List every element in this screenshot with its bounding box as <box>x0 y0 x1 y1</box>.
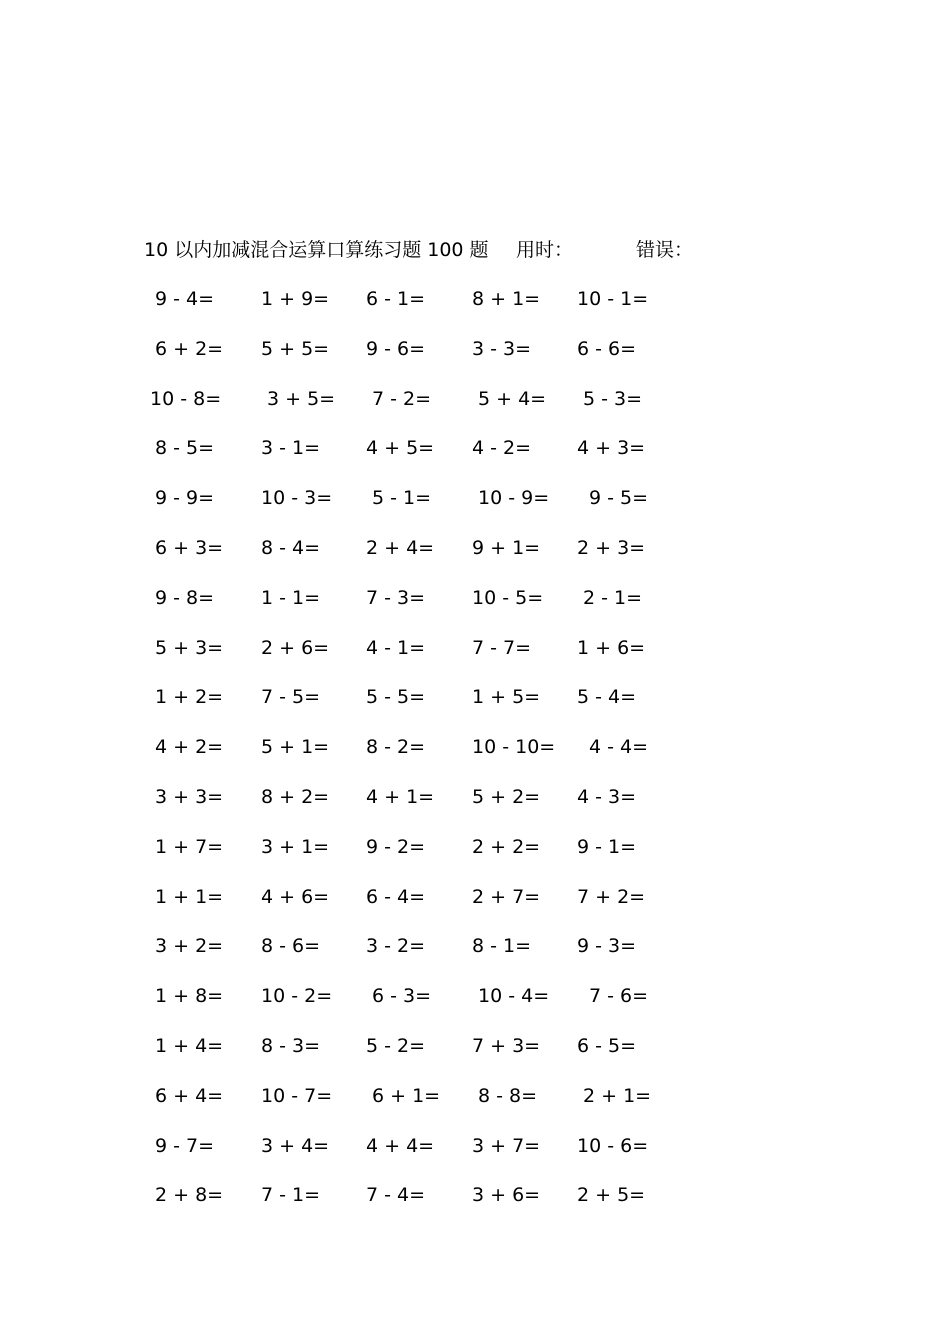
problem-item: 5 + 1= <box>261 736 330 759</box>
problem-item: 10 - 6= <box>577 1134 649 1157</box>
problem-item: 6 + 4= <box>155 1084 224 1107</box>
problem-item: 1 - 1= <box>261 586 321 609</box>
problem-row <box>0 484 950 512</box>
problem-item: 5 + 3= <box>155 636 224 659</box>
problem-item: 1 + 5= <box>472 686 541 709</box>
problem-row <box>0 733 950 761</box>
problem-row <box>0 783 950 811</box>
problem-item: 9 - 4= <box>155 288 215 310</box>
problem-item: 8 + 2= <box>261 786 330 808</box>
problem-item: 1 + 8= <box>155 985 224 1008</box>
problem-item: 6 + 3= <box>155 537 224 559</box>
problem-item: 9 - 5= <box>589 487 649 510</box>
problem-item: 1 + 4= <box>155 1035 224 1057</box>
problem-item: 4 + 1= <box>366 786 435 808</box>
problem-item: 10 - 4= <box>478 985 550 1008</box>
problem-item: 4 + 3= <box>577 437 646 460</box>
time-label: 用时： <box>516 239 574 261</box>
problem-item: 4 - 1= <box>366 636 426 659</box>
problem-item: 8 - 5= <box>155 437 215 460</box>
problem-item: 3 + 1= <box>261 835 330 858</box>
problem-item: 10 - 3= <box>261 487 333 510</box>
problem-item: 7 - 5= <box>261 686 321 709</box>
problem-item: 7 - 4= <box>366 1184 426 1207</box>
problem-item: 5 + 5= <box>261 337 330 360</box>
problem-item: 8 - 4= <box>261 537 321 559</box>
problem-item: 4 - 2= <box>472 437 532 460</box>
problem-item: 7 - 2= <box>372 387 432 410</box>
problem-item: 1 + 2= <box>155 686 224 709</box>
problem-item: 4 + 5= <box>366 437 435 460</box>
problem-item: 4 + 4= <box>366 1134 435 1157</box>
problem-item: 1 + 1= <box>155 885 224 908</box>
problem-item: 2 + 8= <box>155 1184 224 1207</box>
problem-item: 9 - 9= <box>155 487 215 510</box>
problem-item: 4 + 6= <box>261 885 330 908</box>
problem-row <box>0 335 950 363</box>
problem-item: 7 - 6= <box>589 985 649 1008</box>
problem-item: 9 - 3= <box>577 935 637 958</box>
problem-row <box>0 634 950 662</box>
problem-item: 8 - 2= <box>366 736 426 759</box>
problem-item: 8 - 6= <box>261 935 321 958</box>
problem-item: 3 + 7= <box>472 1134 541 1157</box>
problem-item: 6 - 4= <box>366 885 426 908</box>
problem-item: 7 - 3= <box>366 586 426 609</box>
problem-item: 8 - 3= <box>261 1035 321 1057</box>
problem-item: 7 - 1= <box>261 1184 321 1207</box>
problem-row <box>0 434 950 462</box>
problem-item: 3 - 3= <box>472 337 532 360</box>
problem-item: 7 + 2= <box>577 885 646 908</box>
problem-item: 5 - 5= <box>366 686 426 709</box>
problem-item: 9 + 1= <box>472 537 541 559</box>
problem-item: 8 - 8= <box>478 1084 538 1107</box>
problem-item: 2 + 1= <box>583 1084 652 1107</box>
problem-item: 9 - 1= <box>577 835 637 858</box>
problem-item: 2 + 6= <box>261 636 330 659</box>
problem-item: 6 - 1= <box>366 288 426 310</box>
problem-row <box>0 932 950 960</box>
problem-item: 3 + 3= <box>155 786 224 808</box>
problem-item: 6 + 1= <box>372 1084 441 1107</box>
problem-item: 9 - 2= <box>366 835 426 858</box>
problem-item: 10 - 9= <box>478 487 550 510</box>
problem-item: 5 - 1= <box>372 487 432 510</box>
problem-item: 5 + 4= <box>478 387 547 410</box>
problem-row <box>0 534 950 562</box>
problem-item: 4 - 4= <box>589 736 649 759</box>
problem-item: 4 + 2= <box>155 736 224 759</box>
problem-item: 2 + 5= <box>577 1184 646 1207</box>
problem-row <box>0 584 950 612</box>
problem-item: 1 + 7= <box>155 835 224 858</box>
problem-item: 2 + 4= <box>366 537 435 559</box>
problem-item: 6 - 5= <box>577 1035 637 1057</box>
problem-item: 6 - 6= <box>577 337 637 360</box>
problem-row <box>0 683 950 711</box>
problem-item: 9 - 6= <box>366 337 426 360</box>
problem-item: 2 + 3= <box>577 537 646 559</box>
problem-item: 3 + 2= <box>155 935 224 958</box>
problem-item: 3 + 6= <box>472 1184 541 1207</box>
errors-label: 错误： <box>636 239 694 261</box>
problem-row <box>0 1032 950 1060</box>
problem-row <box>0 883 950 911</box>
problem-item: 5 - 2= <box>366 1035 426 1057</box>
problem-item: 7 - 7= <box>472 636 532 659</box>
problem-row <box>0 385 950 413</box>
problem-item: 10 - 10= <box>472 736 556 759</box>
problem-item: 10 - 2= <box>261 985 333 1008</box>
problem-item: 10 - 8= <box>150 387 222 410</box>
problem-row <box>0 1181 950 1209</box>
problem-item: 4 - 3= <box>577 786 637 808</box>
problem-item: 1 + 6= <box>577 636 646 659</box>
problem-item: 2 - 1= <box>583 586 643 609</box>
problem-row <box>0 1082 950 1110</box>
problem-item: 8 - 1= <box>472 935 532 958</box>
problem-item: 10 - 7= <box>261 1084 333 1107</box>
problem-item: 5 - 3= <box>583 387 643 410</box>
problem-item: 6 - 3= <box>372 985 432 1008</box>
problem-item: 6 + 2= <box>155 337 224 360</box>
problem-row <box>0 833 950 861</box>
problem-row <box>0 1132 950 1160</box>
problem-item: 3 - 1= <box>261 437 321 460</box>
problem-row <box>0 285 950 313</box>
problem-item: 2 + 7= <box>472 885 541 908</box>
problem-row <box>0 982 950 1010</box>
problem-item: 9 - 8= <box>155 586 215 609</box>
problem-item: 1 + 9= <box>261 288 330 310</box>
problem-item: 10 - 5= <box>472 586 544 609</box>
problem-item: 8 + 1= <box>472 288 541 310</box>
problem-item: 3 - 2= <box>366 935 426 958</box>
problem-item: 5 - 4= <box>577 686 637 709</box>
worksheet-title: 10 以内加减混合运算口算练习题 100 题 <box>144 239 489 261</box>
problem-item: 9 - 7= <box>155 1134 215 1157</box>
problem-item: 5 + 2= <box>472 786 541 808</box>
problem-item: 3 + 5= <box>267 387 336 410</box>
problem-item: 3 + 4= <box>261 1134 330 1157</box>
problem-item: 10 - 1= <box>577 288 649 310</box>
problem-item: 2 + 2= <box>472 835 541 858</box>
problem-item: 7 + 3= <box>472 1035 541 1057</box>
